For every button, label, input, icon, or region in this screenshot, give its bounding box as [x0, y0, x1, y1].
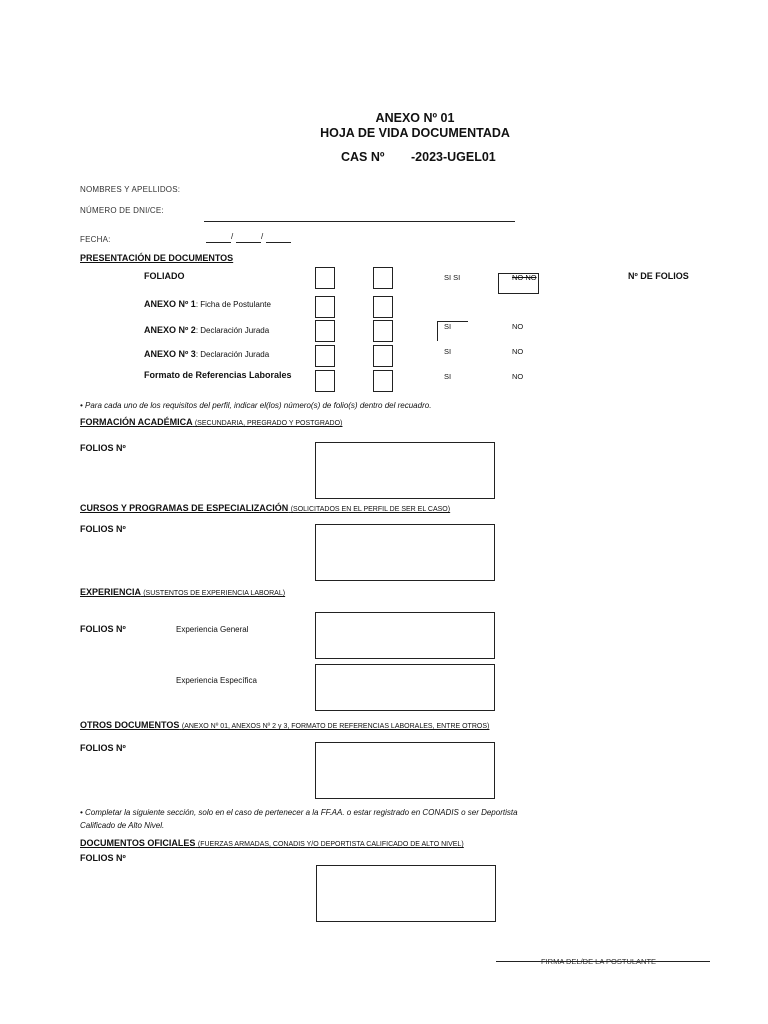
cursos-heading-text: CURSOS Y PROGRAMAS DE ESPECIALIZACIÓN	[80, 503, 289, 513]
formacion-heading	[80, 417, 342, 427]
oficiales-heading	[80, 838, 464, 848]
presentation-note: • Para cada uno de los requisitos del perfil, indicar el(los) número(s) de folio(s) dentro del recuadro.	[80, 401, 432, 410]
oficiales-heading-sub: (FUERZAS ARMADAS, CONADIS Y/O DEPORTISTA CALIFICADO DE ALTO NIVEL)	[197, 841, 464, 848]
row-anexo2-bold: ANEXO Nº 2	[144, 325, 196, 335]
no-label: NO NO	[512, 273, 537, 282]
oficiales-folios-label: FOLIOS Nº	[80, 853, 126, 863]
checkbox-no[interactable]	[373, 345, 393, 367]
dni-label: NÚMERO DE DNI/CE:	[80, 206, 164, 215]
checkbox-si[interactable]	[315, 267, 335, 289]
experiencia-heading-text: EXPERIENCIA	[80, 587, 141, 597]
otros-heading-text: OTROS DOCUMENTOS	[80, 720, 180, 730]
si-label: SI	[444, 372, 452, 381]
annex-title: ANEXO Nº 01	[375, 111, 455, 125]
otros-folios-label: FOLIOS Nº	[80, 743, 126, 753]
date-month-line[interactable]	[236, 242, 261, 243]
experiencia-general-label: Experiencia General	[176, 625, 249, 634]
row-anexo3	[144, 344, 269, 362]
si-label: SI	[444, 347, 452, 356]
otros-folios-box[interactable]	[315, 742, 495, 799]
formacion-heading-sub: (SECUNDARIA, PREGRADO Y POSTGRADO)	[194, 420, 343, 427]
row-anexo1	[144, 294, 271, 312]
document-title: HOJA DE VIDA DOCUMENTADA	[320, 126, 510, 140]
formacion-heading-text: FORMACIÓN ACADÉMICA	[80, 417, 193, 427]
experiencia-especifica-box[interactable]	[315, 664, 495, 711]
row-anexo3-text: : Declaración Jurada	[195, 350, 270, 359]
oficiales-note-line1: • Completar la siguiente sección, solo en el caso de pertenecer a la FF.AA. o estar registrado en CONADIS o ser Deportista	[80, 808, 518, 817]
no-label: NO	[512, 347, 524, 356]
formacion-folios-label: FOLIOS Nº	[80, 443, 126, 453]
si-box-left-line	[437, 321, 438, 341]
row-referencias-label: Formato de Referencias Laborales	[144, 370, 292, 380]
cas-code: -2023-UGEL01	[411, 150, 496, 164]
checkbox-si[interactable]	[315, 320, 335, 342]
otros-heading-sub: (ANEXO Nº 01, ANEXOS Nº 2 y 3, FORMATO DE REFERENCIAS LABORALES, ENTRE OTROS)	[181, 723, 490, 730]
signature-label: FIRMA DEL/DE LA POSTULANTE	[541, 957, 657, 966]
folios-count-box[interactable]	[498, 273, 539, 294]
date-sep-2: /	[261, 232, 264, 241]
experiencia-especifica-label: Experiencia Específica	[176, 676, 257, 685]
row-anexo2	[144, 320, 269, 338]
oficiales-heading-text: DOCUMENTOS OFICIALES	[80, 838, 196, 848]
date-sep-1: /	[231, 232, 234, 241]
oficiales-folios-box[interactable]	[316, 865, 496, 922]
names-label: NOMBRES Y APELLIDOS:	[80, 185, 181, 194]
names-line[interactable]	[204, 221, 515, 222]
row-anexo3-bold: ANEXO Nº 3	[144, 349, 196, 359]
si-label: SI	[444, 322, 452, 331]
experiencia-folios-label: FOLIOS Nº	[80, 624, 126, 634]
date-label: FECHA:	[80, 235, 111, 244]
si-box-top-line	[437, 321, 468, 322]
signature-line[interactable]	[496, 961, 710, 962]
row-anexo1-bold: ANEXO Nº 1	[144, 299, 196, 309]
no-label: NO	[512, 322, 524, 331]
cursos-folios-label: FOLIOS Nº	[80, 524, 126, 534]
row-anexo2-text: : Declaración Jurada	[195, 326, 270, 335]
otros-heading	[80, 720, 489, 730]
row-foliado-label: FOLIADO	[144, 271, 185, 281]
experiencia-heading	[80, 587, 285, 597]
no-label: NO	[512, 372, 524, 381]
checkbox-si[interactable]	[315, 370, 335, 392]
cursos-folios-box[interactable]	[315, 524, 495, 581]
oficiales-note-line2: Calificado de Alto Nivel.	[80, 821, 165, 830]
checkbox-no[interactable]	[373, 320, 393, 342]
date-day-line[interactable]	[206, 242, 231, 243]
cursos-heading-sub: (SOLICITADOS EN EL PERFIL DE SER EL CASO)	[290, 506, 451, 513]
checkbox-si[interactable]	[315, 345, 335, 367]
experiencia-heading-sub: (SUSTENTOS DE EXPERIENCIA LABORAL)	[143, 590, 286, 597]
si-label: SI SI	[444, 273, 461, 282]
presentation-heading: PRESENTACIÓN DE DOCUMENTOS	[80, 253, 234, 263]
formacion-folios-box[interactable]	[315, 442, 495, 499]
checkbox-si[interactable]	[315, 296, 335, 318]
folios-count-header: Nº DE FOLIOS	[628, 271, 689, 281]
checkbox-no[interactable]	[373, 296, 393, 318]
date-year-line[interactable]	[266, 242, 291, 243]
row-anexo1-text: : Ficha de Postulante	[195, 300, 271, 309]
checkbox-no[interactable]	[373, 370, 393, 392]
cas-label: CAS Nº	[341, 150, 385, 164]
experiencia-general-box[interactable]	[315, 612, 495, 659]
checkbox-no[interactable]	[373, 267, 393, 289]
cursos-heading	[80, 503, 450, 513]
